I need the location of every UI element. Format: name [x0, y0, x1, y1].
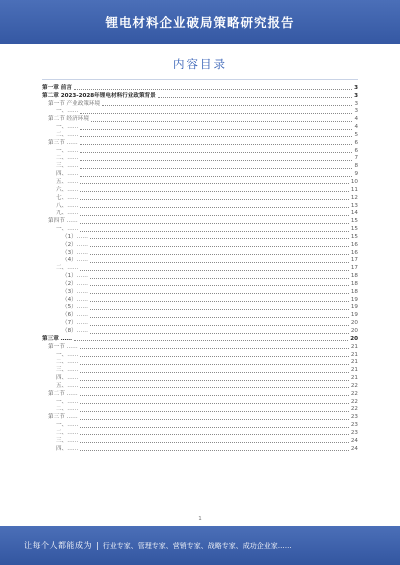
toc-entry-leader: [91, 121, 353, 122]
toc-entry-leader: [80, 442, 348, 443]
toc-entry[interactable]: [42, 351, 358, 359]
report-header: [0, 0, 400, 44]
toc-entry[interactable]: [42, 194, 358, 202]
toc-entry[interactable]: [42, 186, 358, 194]
toc-entry[interactable]: [42, 437, 358, 445]
toc-entry[interactable]: [42, 147, 358, 155]
toc-entry-page: 15: [350, 226, 358, 233]
toc-entry-page: 17: [350, 265, 358, 272]
toc-entry-leader: [80, 348, 349, 349]
toc-entry-leader: [90, 262, 349, 263]
toc-entry-leader: [80, 191, 348, 192]
toc-entry-page: 23: [350, 422, 358, 429]
toc-entry-title: 第一节 ……: [48, 343, 78, 350]
toc-entry-title: 二、……: [56, 155, 79, 162]
toc-entry-leader: [80, 113, 352, 114]
toc-entry-leader: [74, 340, 348, 341]
toc-entry[interactable]: [42, 382, 358, 390]
toc-entry-page: 6: [354, 147, 358, 154]
toc-entry-page: 6: [354, 139, 358, 146]
toc-entry-leader: [102, 105, 352, 106]
toc-entry-page: 3: [354, 92, 358, 99]
toc-entry-leader: [80, 450, 348, 451]
toc-entry-page: 22: [350, 390, 358, 397]
toc-entry-leader: [80, 144, 353, 145]
toc-entry[interactable]: [42, 390, 358, 398]
toc-entry-title: 一、……: [56, 108, 79, 115]
toc-entry-title: 一、……: [56, 398, 79, 405]
toc-entry-title: （2）……: [62, 280, 88, 287]
toc-entry[interactable]: [42, 131, 358, 139]
toc-entry-leader: [80, 387, 348, 388]
heading-divider: [42, 79, 358, 80]
toc-entry[interactable]: [42, 264, 358, 272]
toc-entry[interactable]: [42, 366, 358, 374]
toc-entry-page: 18: [350, 288, 358, 295]
toc-entry-title: 二、……: [56, 359, 79, 366]
toc-entry-leader: [80, 270, 348, 271]
toc-entry-leader: [158, 97, 352, 98]
toc-entry[interactable]: [42, 319, 358, 327]
toc-entry-title: （3）……: [62, 249, 88, 256]
toc-entry-leader: [90, 238, 349, 239]
toc-entry-page: 4: [354, 116, 358, 123]
toc-entry-title: 一、……: [56, 124, 79, 131]
toc-entry[interactable]: [42, 445, 358, 453]
toc-entry-page: 23: [350, 414, 358, 421]
toc-entry-title: 第四节 ……: [48, 218, 78, 225]
toc-entry-leader: [90, 254, 349, 255]
toc-entry-page: 22: [350, 398, 358, 405]
toc-entry-page: 20: [350, 335, 358, 342]
toc-entry-page: 9: [354, 171, 358, 178]
toc-entry[interactable]: [42, 272, 358, 280]
toc-entry-title: 七、……: [56, 194, 79, 201]
toc-entry[interactable]: [42, 162, 358, 170]
toc-entry-title: 二、……: [56, 406, 79, 413]
toc-entry-page: 22: [350, 382, 358, 389]
footer-slogan: 让每个人都能成为: [24, 541, 92, 550]
report-title: 锂电材料企业破局策略研究报告: [105, 15, 295, 30]
toc-entry-page: 16: [350, 249, 358, 256]
toc-entry-page: 24: [350, 445, 358, 452]
toc-entry[interactable]: [42, 178, 358, 186]
toc-entry[interactable]: [42, 359, 358, 367]
toc-entry[interactable]: [42, 304, 358, 312]
toc-entry-leader: [90, 325, 349, 326]
toc-entry-page: 22: [350, 406, 358, 413]
toc-entry-title: 三、……: [56, 367, 79, 374]
toc-entry-page: 13: [350, 202, 358, 209]
toc-entry-page: 21: [350, 351, 358, 358]
toc-entry-leader: [80, 427, 348, 428]
toc-entry[interactable]: [42, 233, 358, 241]
toc-entry-title: 第二章 2023-2028年锂电材料行业政策背景: [42, 92, 156, 99]
toc-entry-leader: [80, 199, 348, 200]
toc-entry-title: 一、……: [56, 351, 79, 358]
toc-entry-page: 18: [350, 273, 358, 280]
toc-entry-page: 21: [350, 367, 358, 374]
toc-entry-title: 二、……: [56, 265, 79, 272]
toc-entry-title: 五、……: [56, 382, 79, 389]
toc-entry-page: 19: [350, 304, 358, 311]
toc-entry-leader: [80, 168, 352, 169]
toc-entry-title: 四、……: [56, 375, 79, 382]
toc-entry-title: 一、……: [56, 226, 79, 233]
toc-entry[interactable]: [42, 217, 358, 225]
toc-entry-title: （2）……: [62, 241, 88, 248]
toc-entry-leader: [90, 333, 349, 334]
toc-entry[interactable]: [42, 421, 358, 429]
toc-entry-leader: [90, 309, 349, 310]
footer-separator: |: [96, 541, 99, 550]
toc-entry[interactable]: [42, 343, 358, 351]
toc-entry-page: 21: [350, 359, 358, 366]
toc-entry-leader: [74, 89, 352, 90]
toc-entry[interactable]: [42, 429, 358, 437]
toc-entry[interactable]: [42, 108, 358, 116]
toc-entry-page: 18: [350, 280, 358, 287]
toc-entry[interactable]: [42, 155, 358, 163]
toc-list: [42, 84, 358, 453]
toc-entry-leader: [80, 152, 352, 153]
toc-entry[interactable]: [42, 225, 358, 233]
toc-entry-leader: [90, 285, 349, 286]
toc-entry-page: 5: [354, 131, 358, 138]
toc-entry-page: 12: [350, 194, 358, 201]
toc-entry-leader: [80, 356, 348, 357]
toc-entry-page: 19: [350, 296, 358, 303]
toc-entry-title: 八、……: [56, 202, 79, 209]
toc-entry-leader: [80, 176, 352, 177]
toc-entry-title: （1）……: [62, 233, 88, 240]
toc-entry[interactable]: [42, 170, 358, 178]
toc-entry-title: （5）……: [62, 304, 88, 311]
toc-entry[interactable]: [42, 84, 358, 92]
toc-entry[interactable]: [42, 257, 358, 265]
toc-entry-leader: [80, 403, 348, 404]
toc-entry[interactable]: [42, 335, 358, 343]
toc-entry-page: 24: [350, 437, 358, 444]
toc-entry-page: 15: [350, 218, 358, 225]
toc-entry-leader: [80, 215, 348, 216]
toc-entry[interactable]: [42, 406, 358, 414]
toc-entry[interactable]: [42, 249, 358, 257]
toc-entry-title: 第三节 ……: [48, 414, 78, 421]
toc-entry-title: 第一节 产业政策环境: [48, 100, 101, 107]
toc-entry-page: 21: [350, 375, 358, 382]
toc-entry-title: 四、……: [56, 171, 79, 178]
toc-entry[interactable]: [42, 288, 358, 296]
toc-entry-title: 第一章 前言: [42, 84, 72, 91]
toc-entry-leader: [90, 317, 349, 318]
toc-entry-title: 九、……: [56, 210, 79, 217]
toc-entry-title: （4）……: [62, 296, 88, 303]
toc-entry-page: 16: [350, 241, 358, 248]
toc-entry-leader: [80, 231, 348, 232]
toc-entry-title: 四、……: [56, 445, 79, 452]
toc-heading: 内容目录: [173, 57, 227, 71]
toc-entry-title: 六、……: [56, 186, 79, 193]
toc-entry-title: 二、……: [56, 131, 79, 138]
toc-entry-page: 8: [354, 163, 358, 170]
toc-entry-title: （1）……: [62, 273, 88, 280]
toc-entry-leader: [80, 372, 348, 373]
toc-entry-title: 第二节 经济环境: [48, 116, 89, 123]
toc-entry-page: 4: [354, 124, 358, 131]
toc-entry[interactable]: [42, 374, 358, 382]
toc-entry-title: 二、……: [56, 429, 79, 436]
toc-entry-title: 第二节 ……: [48, 390, 78, 397]
page-number: 1: [198, 516, 202, 522]
toc-entry[interactable]: [42, 202, 358, 210]
toc-entry-leader: [90, 301, 349, 302]
toc-entry-title: 三、……: [56, 163, 79, 170]
toc-entry-title: （4）……: [62, 257, 88, 264]
toc-entry-page: 3: [354, 84, 358, 91]
toc-entry[interactable]: [42, 100, 358, 108]
toc-entry-page: 19: [350, 312, 358, 319]
toc-entry[interactable]: [42, 115, 358, 123]
toc-entry-page: 15: [350, 233, 358, 240]
toc-entry[interactable]: [42, 241, 358, 249]
toc-entry-leader: [80, 364, 348, 365]
toc-entry-title: （3）……: [62, 288, 88, 295]
toc-entry[interactable]: [42, 139, 358, 147]
toc-entry-leader: [90, 246, 349, 247]
toc-entry[interactable]: [42, 398, 358, 406]
toc-entry-title: 一、……: [56, 422, 79, 429]
toc-entry[interactable]: [42, 311, 358, 319]
toc-entry-leader: [80, 411, 348, 412]
toc-entry-page: 11: [350, 186, 358, 193]
toc-entry-page: 3: [354, 100, 358, 107]
toc-entry-leader: [80, 129, 352, 130]
toc-entry-page: 10: [350, 178, 358, 185]
toc-entry-title: （8）……: [62, 328, 88, 334]
toc-entry-page: 20: [350, 320, 358, 327]
toc-entry-leader: [80, 395, 349, 396]
toc-entry-leader: [80, 207, 348, 208]
toc-entry-title: （7）……: [62, 320, 88, 327]
toc-entry-page: 23: [350, 429, 358, 436]
toc-entry-leader: [80, 434, 348, 435]
toc-entry-page: 14: [350, 210, 358, 217]
toc-entry-leader: [80, 419, 349, 420]
toc-entry-leader: [90, 278, 349, 279]
footer-roles: 行业专家、管理专家、营销专家、战略专家、成功企业家……: [102, 541, 292, 550]
toc-entry-title: 一、……: [56, 147, 79, 154]
toc-entry-page: 21: [350, 343, 358, 350]
toc-entry[interactable]: [42, 210, 358, 218]
toc-entry-title: 第三章 ……: [42, 335, 72, 342]
toc-entry-title: 五、……: [56, 178, 79, 185]
toc-entry-title: 第三节 ……: [48, 139, 78, 146]
toc-entry-leader: [80, 380, 348, 381]
toc-entry-page: 3: [354, 108, 358, 115]
toc-entry[interactable]: [42, 413, 358, 421]
toc-entry-leader: [90, 293, 349, 294]
toc-entry[interactable]: [42, 296, 358, 304]
toc-entry-leader: [80, 136, 352, 137]
toc-entry-page: 7: [354, 155, 358, 162]
report-footer: [0, 526, 400, 565]
toc-entry-leader: [80, 160, 352, 161]
toc-entry-title: （6）……: [62, 312, 88, 319]
toc-entry-page: 20: [350, 328, 358, 334]
toc-entry[interactable]: [42, 92, 358, 100]
toc-entry-leader: [80, 183, 348, 184]
toc-entry-page: 17: [350, 257, 358, 264]
toc-entry[interactable]: [42, 123, 358, 131]
toc-entry[interactable]: [42, 280, 358, 288]
toc-entry-title: 三、……: [56, 437, 79, 444]
toc-entry[interactable]: [42, 327, 358, 335]
toc-entry-leader: [80, 223, 349, 224]
